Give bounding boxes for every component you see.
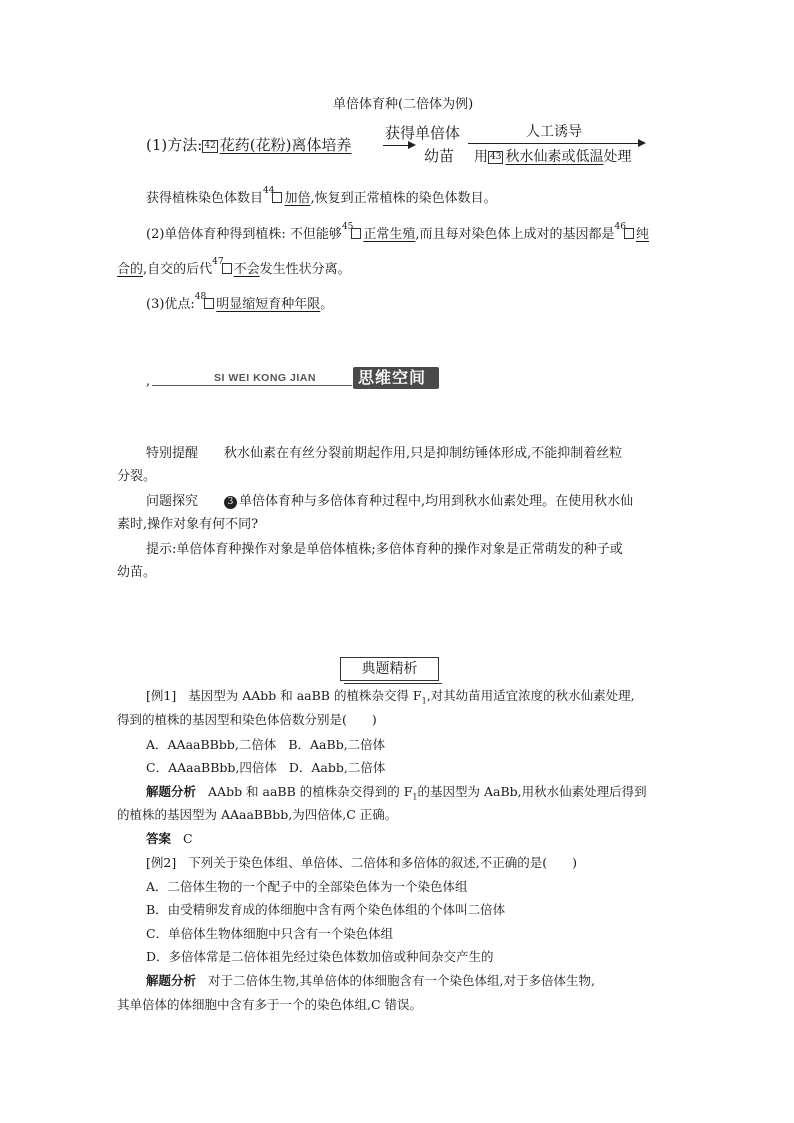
fill-45: 正常生殖 [363, 227, 416, 242]
inquiry-line-1 [146, 492, 633, 512]
fill-44: 加倍 [284, 191, 311, 206]
example2-q: 下列关于染色体组、单倍体、二倍体和多倍体的叙述,不正确的是( ) [188, 855, 577, 870]
point3-post: 。 [320, 297, 334, 312]
example1-analysis-label: 解题分析 [146, 784, 197, 799]
sup-45: 45 [341, 222, 354, 232]
example2-analysis-label: 解题分析 [146, 973, 197, 988]
example1-answer: C [183, 831, 193, 846]
blank-square-46 [624, 228, 634, 239]
point3-pre: (3)优点: [146, 297, 195, 312]
point2-line-1 [146, 217, 649, 245]
blank-square-45 [351, 228, 361, 239]
method-step-1 [146, 135, 351, 155]
section-title: 典题精析 [361, 661, 418, 677]
fill-46b: 合的 [117, 262, 144, 277]
blank-box-43: 43 [490, 152, 502, 162]
example2-option-c: C．单倍体生物体细胞中只含有一个染色体组 [146, 926, 394, 941]
example1-analysis-line-2: 的植株的基因型为 AAaaBBbb,为四倍体,C 正确。 [117, 807, 398, 822]
blank-square-48 [204, 298, 214, 309]
example2-analysis-line-1 [146, 971, 595, 991]
hint-line-2: 幼苗。 [117, 565, 157, 580]
reminder-line-1 [146, 444, 622, 464]
inquiry-label: 问题探究 [146, 494, 199, 509]
example1-analysis-line-1 [146, 782, 647, 808]
example1-a1-pre: AAbb 和 aaBB 的植株杂交得到的 F [208, 784, 413, 799]
example1-line-1 [146, 686, 635, 712]
example1-q2: 得到的植株的基因型和染色体倍数分别是( ) [117, 712, 377, 727]
arrow-2-line [468, 143, 640, 144]
sup-47: 47 [212, 257, 224, 267]
sup-44: 44 [263, 186, 275, 196]
product-top: 获得单倍体 [385, 124, 461, 142]
banner-latin: SI WEI KONG JIAN [214, 372, 316, 384]
product-bottom: 幼苗 [424, 147, 455, 165]
arrow-1-line [383, 145, 411, 146]
example1-options-row-1 [146, 735, 385, 755]
fill-43: 秋水仙素或低温 [505, 149, 604, 165]
example2-a1: 对于二倍体生物,其单倍体的体细胞含有一个染色体组,对于多倍体生物, [208, 973, 595, 988]
inquiry-text-2: 素时,操作对象有何不同? [117, 517, 259, 532]
reminder-label: 特别提醒 [146, 446, 199, 461]
sup-48: 48 [194, 292, 207, 302]
inquiry-text-1: 单倍体育种与多倍体育种过程中,均用到秋水仙素处理。在使用秋水仙 [239, 494, 634, 509]
point2-post1: ,自交的后代 [143, 262, 213, 277]
line2-pre: 获得植株染色体数目 [146, 191, 264, 206]
fill-47: 不会 [233, 262, 260, 277]
example2-analysis-line-2: 其单倍体的体细胞中含有多于一个的染色体组,C 错误。 [117, 997, 423, 1012]
example2-option-b: B．由受精卵发育成的体细胞中含有两个染色体组的个体叫二倍体 [146, 902, 506, 917]
fill-48: 明显缩短育种年限 [216, 297, 321, 312]
banner-comma: , [146, 374, 151, 389]
example1-label: [例1] [146, 688, 177, 703]
point3-line [146, 287, 333, 315]
example1-option-a: A．AAaaBBbb,二倍体 [146, 737, 277, 752]
sup-46: 46 [614, 222, 626, 232]
method-label: (1)方法: [146, 136, 203, 154]
fill-46a: 纯 [636, 227, 650, 242]
arrow-2-head [638, 139, 646, 147]
example1-option-c: C．AAaaBBbb,四倍体 [146, 760, 277, 775]
blank-square-47 [222, 263, 232, 274]
example2-option-d: D．多倍体常是二倍体祖先经过染色体数加倍或种间杂交产生的 [146, 949, 494, 964]
banner-rule [152, 385, 352, 386]
point2-line-2 [117, 252, 351, 280]
example1-a1-sub: 1 [412, 792, 418, 802]
blank-square-44 [272, 192, 282, 203]
reminder-text-2: 分裂。 [117, 469, 157, 484]
example1-q1-post: ,对其幼苗用适宜浓度的秋水仙素处理, [426, 688, 635, 703]
example1-answer-line [146, 829, 193, 849]
example1-option-b: B．AaBb,二倍体 [288, 737, 386, 752]
arrow-2-bottom-pre: 用 [474, 149, 488, 165]
page-title: 单倍体育种(二倍体为例) [333, 97, 474, 112]
line2-post: ,恢复到正常植株的染色体数目。 [310, 191, 497, 206]
banner-chinese: 思维空间 [358, 368, 427, 387]
point2-post2: 发生性状分离。 [259, 262, 351, 277]
example1-options-row-2 [146, 758, 385, 778]
example2-label: [例2] [146, 855, 177, 870]
inquiry-number-badge: 3 [224, 496, 237, 509]
example1-option-d: D．Aabb,二倍体 [288, 760, 386, 775]
method-line-2 [146, 181, 497, 209]
example1-a1-post: 的基因型为 AaBb,用秋水仙素处理后得到 [417, 784, 647, 799]
example2-option-a: A．二倍体生物的一个配子中的全部染色体为一个染色体组 [146, 879, 468, 894]
section-title-box [340, 657, 439, 681]
example1-q1: 基因型为 AAbb 和 aaBB 的植株杂交得 F [188, 688, 422, 703]
example2-question [146, 853, 577, 873]
example1-q1-sub: 1 [421, 696, 427, 706]
arrow-2-bottom-post: 处理 [603, 149, 632, 165]
fill-42: 花药(花粉)离体培养 [219, 136, 352, 154]
point2-pre: (2)单倍体育种得到植株: 不但能够 [146, 227, 342, 242]
example1-answer-label: 答案 [146, 831, 172, 846]
blank-box-42: 42 [204, 141, 216, 151]
reminder-text-1: 秋水仙素在有丝分裂前期起作用,只是抑制纺锤体形成,不能抑制着丝粒 [224, 446, 623, 461]
arrow-2-top-label: 人工诱导 [526, 124, 582, 140]
hint-line-1: 提示:单倍体育种操作对象是单倍体植株;多倍体育种的操作对象是正常萌发的种子或 [146, 542, 623, 557]
point2-mid: ,而且每对染色体上成对的基因都是 [415, 227, 615, 242]
arrow-2-bottom-label [474, 147, 631, 167]
